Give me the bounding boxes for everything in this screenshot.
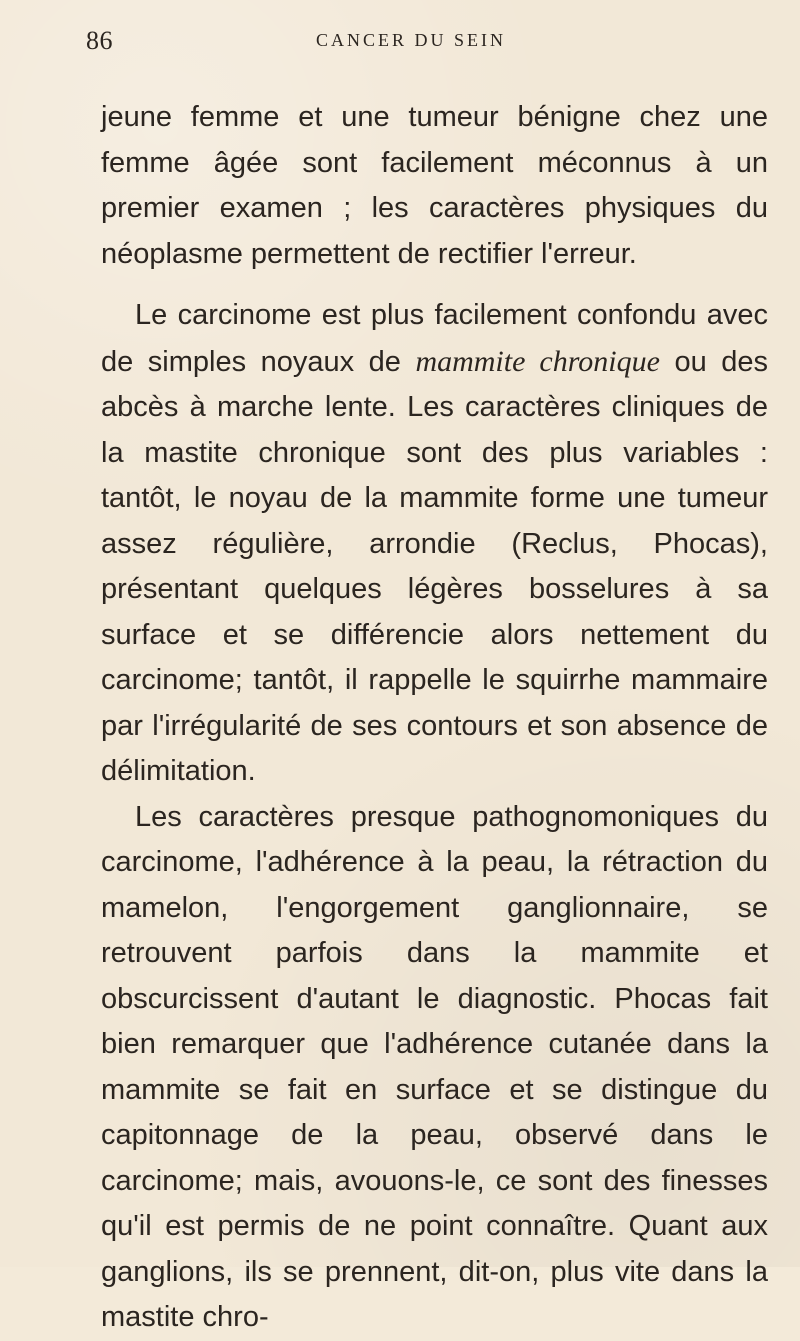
page-header bbox=[86, 26, 766, 66]
paragraph-2-text-end: ou des abcès à marche lente. Les caractères cliniques de la mastite chronique sont des plus variables : tantôt, le noyau de la mammite forme une tumeur assez régulière, arrondie (Reclus, Phocas), présentant quelques légères bosselures à sa surface et se différencie alors nettement du carcinome; tantôt, il rappelle le squirrhe mammaire par l'irrégularité de ses contours et son absence de délimitation. bbox=[101, 345, 768, 787]
page-body bbox=[101, 95, 768, 1341]
running-title: CANCER DU SEIN bbox=[316, 30, 507, 50]
paragraph-3: Les caractères presque pathognomoniques du carcinome, l'adhérence à la peau, la rétraction du mamelon, l'engorgement ganglionnaire, se retrouvent parfois dans la mammite et obscurcissent d'autant le diagnostic. Phocas fait bien remarquer que l'adhérence cutanée dans la mammite se fait en surface et se distingue du capitonnage de la peau, observé dans le carcinome; mais, avouons-le, ce sont des finesses qu'il est permis de ne point connaître. Quant aux ganglions, ils se prennent, dit-on, plus vite dans la mastite chro- bbox=[101, 800, 768, 1333]
paragraph-2-text-start: Le carcinome est plus facilement confondu avec de simples noyaux de bbox=[101, 299, 768, 378]
paragraph-1: jeune femme et une tumeur bénigne chez une femme âgée sont facilement méconnus à un premier examen ; les caractères physiques du néoplasme permettent de rectifier l'erreur. bbox=[101, 101, 768, 270]
paragraph-2 bbox=[101, 293, 768, 795]
paragraph-2-italic-term: mammite chronique bbox=[415, 344, 660, 378]
page-number: 86 bbox=[86, 26, 113, 55]
